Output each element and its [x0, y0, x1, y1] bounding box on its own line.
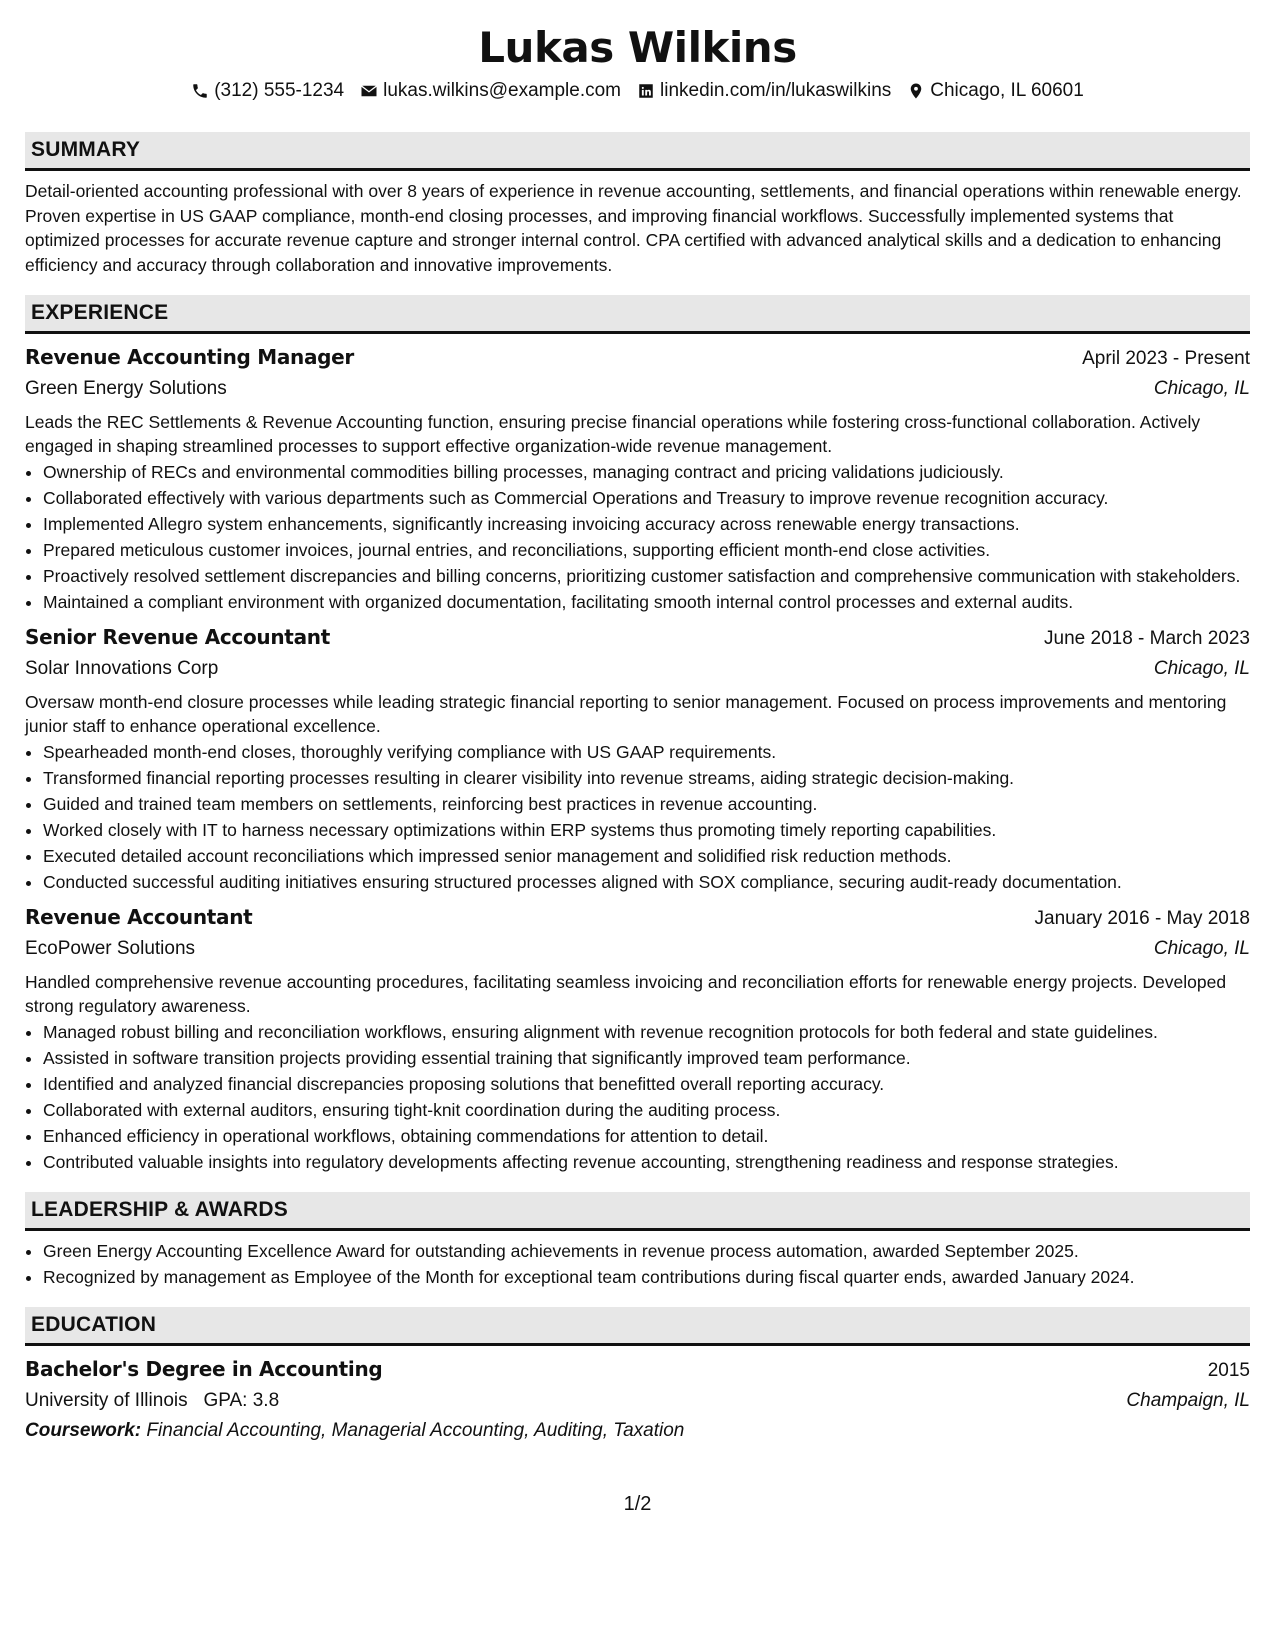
- job-bullet: • Proactively resolved settlement discrepancies and billing concerns, prioritizing customer satisfaction and comprehensive communication with stakeholders.: [43, 564, 1250, 588]
- job-description: Oversaw month-end closure processes while leading strategic financial reporting to senior management. Focused on process improvements and mentoring junior staff to enhance operational excellence.: [25, 692, 1227, 736]
- location-text: Chicago, IL 60601: [930, 80, 1084, 101]
- contact-location: [907, 78, 1084, 104]
- award-item: • Recognized by management as Employee of the Month for exceptional team contributions during fiscal quarter ends, awarded January 2024.: [43, 1265, 1250, 1289]
- job-dates: June 2018 - March 2023: [1044, 628, 1250, 649]
- job-company: Green Energy Solutions: [25, 378, 227, 399]
- job-location: Chicago, IL: [1153, 938, 1250, 959]
- job-description: Leads the REC Settlements & Revenue Accounting function, ensuring precise financial operations while fostering cross-functional collaboration. Actively engaged in shaping streamlined processes to support effective organization-wide revenue management.: [25, 412, 1201, 456]
- job-bullet: • Conducted successful auditing initiatives ensuring structured processes aligned with SOX compliance, securing audit-ready documentation.: [43, 870, 1250, 894]
- job-bullet: • Worked closely with IT to harness necessary optimizations within ERP systems thus promoting timely reporting capabilities.: [43, 818, 1250, 842]
- job-location: Chicago, IL: [1153, 658, 1250, 679]
- phone-icon: [191, 82, 209, 100]
- education-entry: [25, 1354, 1250, 1446]
- job-bullets: [25, 740, 1250, 894]
- linkedin-icon: [637, 82, 655, 100]
- school-location: Champaign, IL: [1126, 1390, 1250, 1411]
- job-dates: January 2016 - May 2018: [1034, 908, 1250, 929]
- job-bullet: • Ownership of RECs and environmental commodities billing processes, managing contract and pricing validations judiciously.: [43, 460, 1250, 484]
- summary-heading: SUMMARY: [25, 132, 1250, 171]
- school-name: University of Illinois: [25, 1390, 188, 1411]
- job-company: Solar Innovations Corp: [25, 658, 219, 679]
- award-item: • Green Energy Accounting Excellence Award for outstanding achievements in revenue process automation, awarded September 2025.: [43, 1239, 1250, 1263]
- coursework-label: Coursework:: [25, 1420, 142, 1441]
- job-bullet: • Collaborated with external auditors, ensuring tight-knit coordination during the auditing process.: [43, 1098, 1250, 1122]
- job-bullet: • Assisted in software transition projects providing essential training that significantly improved team performance.: [43, 1046, 1250, 1070]
- job-title: Revenue Accounting Manager: [25, 345, 354, 369]
- job-location: Chicago, IL: [1153, 378, 1250, 399]
- linkedin-text[interactable]: linkedin.com/in/lukaswilkins: [660, 80, 892, 101]
- phone-text: (312) 555-1234: [214, 80, 345, 101]
- coursework-line: [25, 1416, 1250, 1446]
- graduation-year: 2015: [1207, 1360, 1250, 1381]
- job-title: Revenue Accountant: [25, 905, 253, 929]
- job-bullet: • Contributed valuable insights into regulatory developments affecting revenue accounting, strengthening readiness and response strategies.: [43, 1150, 1250, 1174]
- summary-text: Detail-oriented accounting professional with over 8 years of experience in revenue accounting, settlements, and financial operations within renewable energy. Proven expertise in US GAAP compliance, month-end closing processes, and improving financial workflows. Successfully implemented systems that optimized processes for accurate revenue capture and stronger internal control. CPA certified with advanced analytical skills and a dedication to enhancing efficiency and accuracy through collaboration and innovative improvements.: [25, 181, 1242, 275]
- job-bullet: • Maintained a compliant environment with organized documentation, facilitating smooth internal control processes and external audits.: [43, 590, 1250, 614]
- job-bullet: • Prepared meticulous customer invoices, journal entries, and reconciliations, supporting efficient month-end close activities.: [43, 538, 1250, 562]
- job-bullet: • Transformed financial reporting processes resulting in clearer visibility into revenue streams, aiding strategic decision-making.: [43, 766, 1250, 790]
- gpa: GPA: 3.8: [203, 1390, 280, 1411]
- contact-linkedin[interactable]: [637, 78, 891, 104]
- education-heading: EDUCATION: [25, 1307, 1250, 1346]
- job-entry: [25, 622, 1250, 894]
- job-dates: April 2023 - Present: [1082, 348, 1250, 369]
- job-bullet: • Enhanced efficiency in operational workflows, obtaining commendations for attention to detail.: [43, 1124, 1250, 1148]
- candidate-name: Lukas Wilkins: [478, 23, 797, 72]
- job-entry: [25, 902, 1250, 1174]
- job-company: EcoPower Solutions: [25, 938, 196, 959]
- job-bullet: • Spearheaded month-end closes, thoroughly verifying compliance with US GAAP requirements.: [43, 740, 1250, 764]
- job-description: Handled comprehensive revenue accounting procedures, facilitating seamless invoicing and reconciliation efforts for renewable energy projects. Developed strong regulatory awareness.: [25, 972, 1227, 1016]
- resume-page: [25, 22, 1250, 1446]
- experience-heading: EXPERIENCE: [25, 295, 1250, 334]
- degree-title: Bachelor's Degree in Accounting: [25, 1357, 383, 1381]
- map-pin-icon: [907, 82, 925, 100]
- job-bullet: • Collaborated effectively with various departments such as Commercial Operations and Treasury to improve revenue recognition accuracy.: [43, 486, 1250, 510]
- job-bullets: [25, 460, 1250, 614]
- awards-list: [25, 1239, 1250, 1289]
- school-line: [25, 1386, 279, 1416]
- contact-email[interactable]: [360, 78, 621, 104]
- page-number: 1/2: [623, 1493, 652, 1515]
- email-text[interactable]: lukas.wilkins@example.com: [383, 80, 621, 101]
- job-bullets: [25, 1020, 1250, 1174]
- job-bullet: • Identified and analyzed financial discrepancies proposing solutions that benefitted overall reporting accuracy.: [43, 1072, 1250, 1096]
- envelope-icon: [360, 82, 378, 100]
- contact-bar: [25, 78, 1250, 104]
- job-bullet: • Guided and trained team members on settlements, reinforcing best practices in revenue accounting.: [43, 792, 1250, 816]
- coursework-list: Financial Accounting, Managerial Accounting, Auditing, Taxation: [146, 1420, 685, 1441]
- job-entry: [25, 342, 1250, 614]
- job-bullet: • Implemented Allegro system enhancements, significantly increasing invoicing accuracy across renewable energy transactions.: [43, 512, 1250, 536]
- awards-heading: LEADERSHIP & AWARDS: [25, 1192, 1250, 1231]
- job-title: Senior Revenue Accountant: [25, 625, 330, 649]
- job-bullet: • Executed detailed account reconciliations which impressed senior management and solidified risk reduction methods.: [43, 844, 1250, 868]
- contact-phone: [191, 78, 344, 104]
- job-bullet: • Managed robust billing and reconciliation workflows, ensuring alignment with revenue recognition protocols for both federal and state guidelines.: [43, 1020, 1250, 1044]
